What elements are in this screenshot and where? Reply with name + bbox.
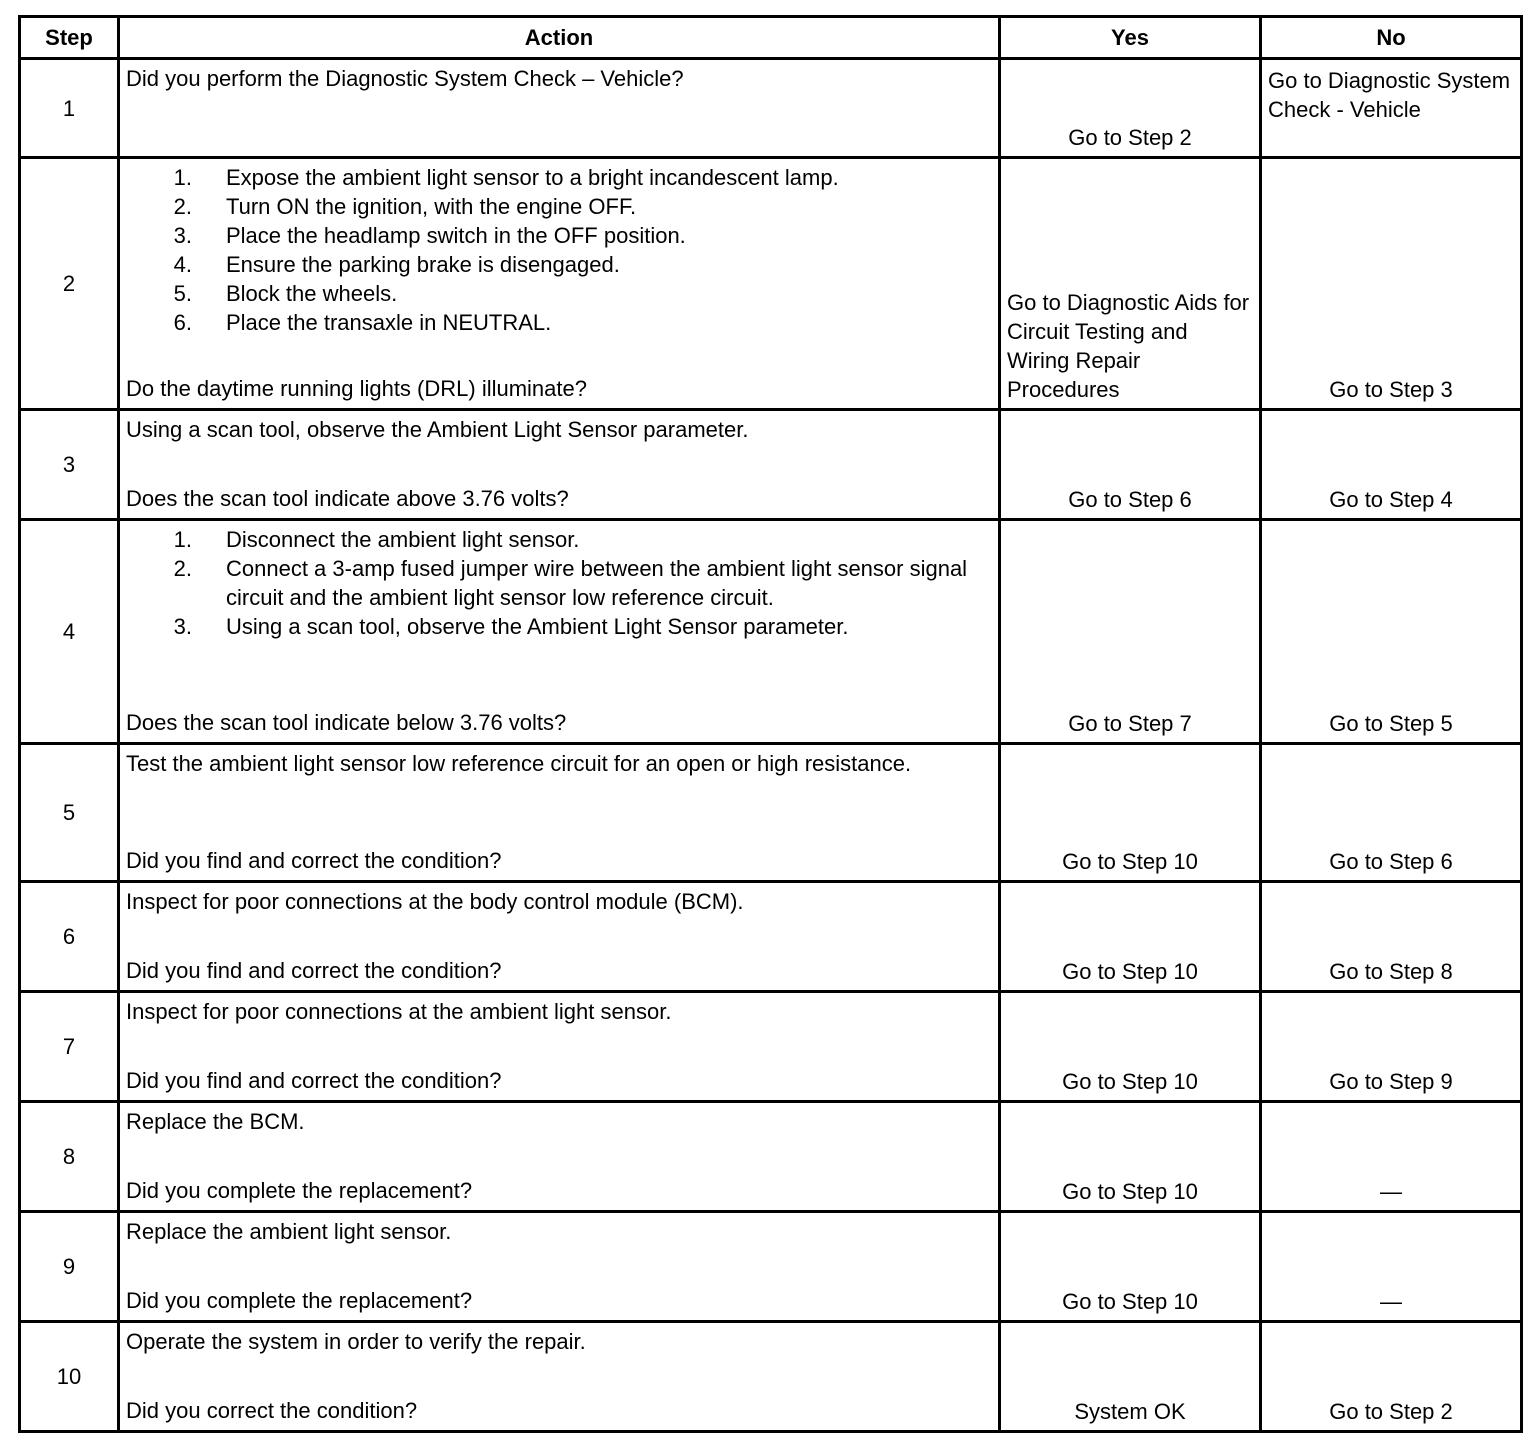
instruction-item [126, 612, 992, 641]
action-instructions [126, 525, 992, 641]
yes-result: Go to Step 6 [1000, 410, 1261, 520]
yes-result: Go to Step 10 [1000, 992, 1261, 1102]
action-content [126, 997, 992, 1099]
instruction-number: 1. [173, 165, 192, 190]
action-cell [119, 158, 1000, 410]
step-number: 3 [20, 410, 119, 520]
action-content [126, 1327, 992, 1429]
action-question: Does the scan tool indicate below 3.76 volts? [126, 710, 567, 735]
action-question: Did you correct the condition? [126, 1398, 418, 1423]
table-row [20, 158, 1522, 410]
step-number: 2 [20, 158, 119, 410]
diagnostic-table [18, 15, 1523, 1433]
instruction-list [126, 163, 992, 337]
action-content [126, 525, 992, 741]
action-content [126, 1217, 992, 1319]
instruction-text: Disconnect the ambient light sensor. [226, 527, 580, 552]
header-row [20, 17, 1522, 59]
no-result: Go to Step 6 [1261, 744, 1522, 882]
action-instructions: Replace the BCM. [126, 1109, 305, 1134]
step-number: 6 [20, 882, 119, 992]
action-cell [119, 1102, 1000, 1212]
action-cell [119, 520, 1000, 744]
step-number: 9 [20, 1212, 119, 1322]
action-question: Did you complete the replacement? [126, 1288, 473, 1313]
instruction-item [126, 525, 992, 554]
action-cell [119, 1322, 1000, 1432]
action-content [126, 415, 992, 517]
action-instructions: Using a scan tool, observe the Ambient Light Sensor parameter. [126, 417, 749, 442]
yes-result: Go to Step 10 [1000, 882, 1261, 992]
table-row [20, 410, 1522, 520]
instruction-text: Block the wheels. [226, 281, 398, 306]
instruction-number: 4. [173, 252, 192, 277]
instruction-item [126, 250, 992, 279]
instruction-number: 2. [173, 194, 192, 219]
instruction-list [126, 525, 992, 641]
action-question: Did you find and correct the condition? [126, 1068, 502, 1093]
action-cell [119, 992, 1000, 1102]
no-result: Go to Step 4 [1261, 410, 1522, 520]
no-result: Go to Step 5 [1261, 520, 1522, 744]
header-yes: Yes [1000, 17, 1261, 59]
action-content [126, 749, 992, 879]
action-question: Did you complete the replacement? [126, 1178, 473, 1203]
step-number: 5 [20, 744, 119, 882]
yes-result: Go to Step 10 [1000, 744, 1261, 882]
instruction-item [126, 554, 992, 612]
table-row [20, 1212, 1522, 1322]
action-instructions [126, 163, 992, 337]
step-number: 7 [20, 992, 119, 1102]
action-question [126, 151, 992, 155]
yes-result: System OK [1000, 1322, 1261, 1432]
action-instructions: Inspect for poor connections at the body control module (BCM). [126, 889, 744, 914]
yes-result: Go to Step 2 [1000, 59, 1261, 158]
table-row [20, 1102, 1522, 1212]
table-row [20, 520, 1522, 744]
instruction-item [126, 279, 992, 308]
action-instructions: Did you perform the Diagnostic System Check – Vehicle? [126, 66, 684, 91]
yes-result: Go to Step 10 [1000, 1212, 1261, 1322]
action-cell [119, 59, 1000, 158]
header-action: Action [119, 17, 1000, 59]
step-number: 10 [20, 1322, 119, 1432]
instruction-text: Place the transaxle in NEUTRAL. [226, 310, 552, 335]
instruction-number: 3. [173, 614, 192, 639]
no-result: Go to Step 9 [1261, 992, 1522, 1102]
instruction-number: 6. [173, 310, 192, 335]
instruction-text: Ensure the parking brake is disengaged. [226, 252, 620, 277]
action-content [126, 163, 992, 407]
table-row [20, 992, 1522, 1102]
table-row [20, 882, 1522, 992]
instruction-text: Using a scan tool, observe the Ambient Light Sensor parameter. [226, 614, 849, 639]
no-result: Go to Step 8 [1261, 882, 1522, 992]
yes-result: Go to Step 7 [1000, 520, 1261, 744]
table-row [20, 1322, 1522, 1432]
instruction-text: Place the headlamp switch in the OFF position. [226, 223, 686, 248]
instruction-number: 5. [173, 281, 192, 306]
action-instructions: Test the ambient light sensor low reference circuit for an open or high resistance. [126, 751, 912, 776]
header-no: No [1261, 17, 1522, 59]
action-instructions: Inspect for poor connections at the ambient light sensor. [126, 999, 672, 1024]
header-step: Step [20, 17, 119, 59]
action-question: Did you find and correct the condition? [126, 958, 502, 983]
instruction-item [126, 163, 992, 192]
no-result: — [1261, 1212, 1522, 1322]
action-cell [119, 410, 1000, 520]
action-instructions: Operate the system in order to verify the repair. [126, 1329, 586, 1354]
instruction-number: 2. [173, 556, 192, 581]
instruction-item [126, 192, 992, 221]
instruction-number: 3. [173, 223, 192, 248]
step-number: 4 [20, 520, 119, 744]
action-cell [119, 1212, 1000, 1322]
action-cell [119, 744, 1000, 882]
instruction-number: 1. [173, 527, 192, 552]
action-instructions: Replace the ambient light sensor. [126, 1219, 452, 1244]
no-result: — [1261, 1102, 1522, 1212]
action-question: Did you find and correct the condition? [126, 848, 502, 873]
action-cell [119, 882, 1000, 992]
instruction-item [126, 308, 992, 337]
action-question: Does the scan tool indicate above 3.76 volts? [126, 486, 569, 511]
step-number: 1 [20, 59, 119, 158]
no-result: Go to Diagnostic System Check - Vehicle [1261, 59, 1522, 158]
step-number: 8 [20, 1102, 119, 1212]
instruction-text: Turn ON the ignition, with the engine OFF. [226, 194, 637, 219]
no-result: Go to Step 3 [1261, 158, 1522, 410]
no-result: Go to Step 2 [1261, 1322, 1522, 1432]
yes-result: Go to Diagnostic Aids for Circuit Testing and Wiring Repair Procedures [1000, 158, 1261, 410]
action-question: Do the daytime running lights (DRL) illuminate? [126, 376, 587, 401]
table-row [20, 744, 1522, 882]
table-row [20, 59, 1522, 158]
instruction-text: Expose the ambient light sensor to a bright incandescent lamp. [226, 165, 839, 190]
action-content [126, 64, 992, 155]
instruction-item [126, 221, 992, 250]
action-content [126, 1107, 992, 1209]
action-content [126, 887, 992, 989]
yes-result: Go to Step 10 [1000, 1102, 1261, 1212]
instruction-text: Connect a 3-amp fused jumper wire between the ambient light sensor signal circuit and the ambient light sensor low reference circuit. [226, 556, 968, 610]
